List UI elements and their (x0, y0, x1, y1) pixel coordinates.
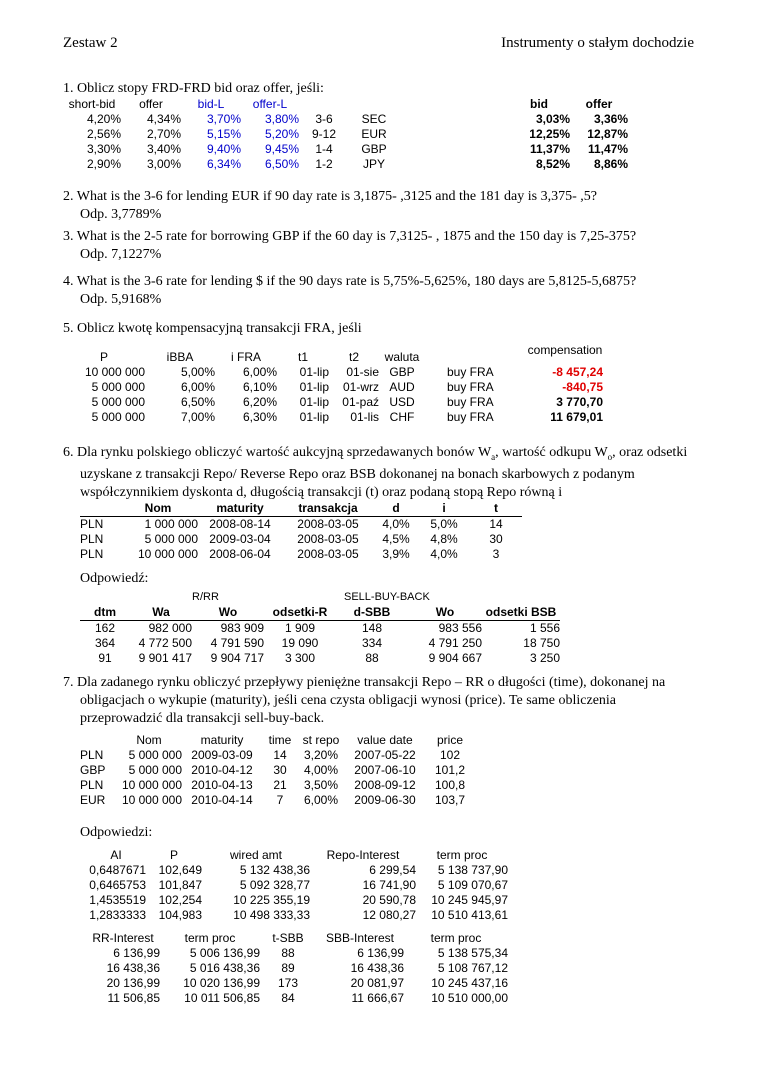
q6-line3: współczynnikiem dyskonta d, długością transakcji (t) oraz podaną stopą Repo równą i (80, 484, 563, 500)
table-row (508, 142, 628, 157)
cell: 4 791 250 (428, 636, 482, 650)
cell: 7 (276, 793, 284, 807)
cell: 10 000 000 (121, 778, 182, 792)
cell: 30 (489, 532, 503, 546)
table-row (63, 157, 399, 172)
q4-text: 4. What is the 3-6 rate for lending $ if the 90 days rate is 5,75%-5,625%, 180 days are 5,8125-5,6875? (63, 274, 637, 289)
q6-text (63, 444, 723, 502)
th: t1 (297, 350, 308, 364)
cell: -840,75 (562, 380, 603, 394)
cell: 2007-06-10 (354, 763, 416, 777)
cell: 30 (273, 763, 287, 777)
cell: 103,7 (434, 793, 466, 807)
cell: PLN (80, 532, 104, 546)
th: AI (110, 848, 122, 862)
cell: GBP (80, 763, 106, 777)
th: SBB-Interest (325, 931, 395, 945)
cell: 5 000 000 (128, 748, 182, 762)
th: st repo (302, 733, 340, 747)
cell: 3 250 (529, 651, 560, 665)
th: i (442, 501, 446, 515)
cell: 5 138 575,34 (437, 946, 508, 960)
cell: 2010-04-13 (191, 778, 253, 792)
cell: 3,40% (146, 142, 181, 156)
cell: 10 011 506,85 (184, 991, 260, 1005)
cell: 2,56% (86, 127, 121, 141)
th: i FRA (231, 350, 261, 364)
cell: 100,8 (434, 778, 466, 792)
table-row (86, 863, 508, 878)
cell: 19 090 (281, 636, 319, 650)
th: wired amt (229, 848, 282, 862)
table-row (63, 365, 615, 380)
cell: 6,00% (242, 365, 277, 379)
cell: 16 741,90 (362, 878, 416, 892)
cell: 10 000 000 (121, 793, 182, 807)
th: term proc (436, 848, 488, 862)
cell: 1,2833333 (89, 908, 146, 922)
cell: PLN (80, 517, 104, 531)
table-row (80, 763, 474, 778)
cell: 7,00% (180, 410, 215, 424)
cell: 8,86% (593, 157, 628, 171)
cell: 102,254 (158, 893, 202, 907)
cell: 10 498 333,33 (233, 908, 310, 922)
th: P (169, 848, 178, 862)
cell: 2,70% (146, 127, 181, 141)
table-row (86, 893, 508, 908)
table-row (63, 142, 399, 157)
q4-block (63, 273, 703, 309)
cell: CHF (389, 410, 415, 424)
th: t-SBB (272, 931, 304, 945)
th: d (392, 501, 400, 515)
th: Nom (136, 733, 162, 747)
cell: 5 132 438,36 (239, 863, 310, 877)
table-row (86, 908, 508, 923)
cell: 6,50% (180, 395, 215, 409)
header-left: Zestaw 2 (63, 35, 118, 51)
cell: 10 225 355,19 (233, 893, 310, 907)
th: offer-L (252, 97, 288, 111)
table-row (63, 127, 399, 142)
cell: 5 000 000 (144, 532, 198, 546)
cell: 5,00% (180, 365, 215, 379)
cell: 01-sie (346, 365, 379, 379)
cell: 11 506,85 (107, 991, 160, 1005)
cell: 4,5% (382, 532, 410, 546)
cell: 4,0% (382, 517, 410, 531)
cell: 2009-06-30 (354, 793, 416, 807)
q2-answer: Odp. 3,7789% (80, 207, 162, 222)
q3-block (63, 228, 703, 264)
cell: 16 438,36 (350, 961, 404, 975)
cell: 10 245 945,97 (431, 893, 508, 907)
cell: 3 300 (284, 651, 316, 665)
cell: 3,80% (264, 112, 299, 126)
table-row (63, 380, 615, 395)
cell: 14 (489, 517, 503, 531)
th: term proc (184, 931, 236, 945)
cell: 6 299,54 (369, 863, 416, 877)
cell: 11,47% (587, 142, 628, 156)
q6-line1: 6. Dla rynku polskiego obliczyć wartość aukcyjną sprzedawanych bonów $W_a$, wartość odkupu $W_o$, oraz odsetki (63, 445, 688, 462)
cell: 983 909 (220, 621, 264, 635)
cell: 12,87% (587, 127, 628, 141)
th: short-bid (68, 97, 116, 111)
th: t (494, 501, 498, 515)
cell: 5 006 136,99 (189, 946, 260, 960)
cell: 6 136,99 (113, 946, 160, 960)
cell: 1-2 (315, 157, 333, 171)
cell: 102,649 (158, 863, 202, 877)
th: Wa (152, 605, 170, 619)
cell: 6,20% (242, 395, 277, 409)
q6-answer-label: Odpowiedź: (80, 571, 149, 586)
q7-answer-table-1 (86, 848, 508, 923)
cell: 1 000 000 (144, 517, 198, 531)
cell: 334 (361, 636, 383, 650)
th: bid-L (197, 97, 225, 111)
table-row (63, 395, 615, 410)
th: RR-Interest (92, 931, 154, 945)
th: transakcja (298, 501, 358, 515)
cell: 89 (281, 961, 295, 975)
cell: 1 909 (284, 621, 316, 635)
cell: 2007-05-22 (354, 748, 416, 762)
q6-group-sbb: SELL-BUY-BACK (344, 591, 430, 603)
cell: 173 (277, 976, 299, 990)
cell: 12,25% (529, 127, 570, 141)
cell: 6,00% (180, 380, 215, 394)
cell: 2009-03-04 (209, 532, 271, 546)
cell: 101,847 (158, 878, 202, 892)
cell: 102 (439, 748, 461, 762)
cell: 3,30% (86, 142, 121, 156)
cell: 4,34% (146, 112, 181, 126)
table-row (508, 112, 628, 127)
cell: 21 (273, 778, 287, 792)
cell: 982 000 (148, 621, 192, 635)
cell: 20 590,78 (362, 893, 416, 907)
q3-answer: Odp. 7,1227% (80, 247, 162, 262)
q7-answer-label: Odpowiedzi: (80, 825, 153, 840)
cell: GBP (389, 365, 415, 379)
th: odsetki BSB (485, 605, 557, 619)
cell: PLN (80, 547, 104, 561)
cell: 3,20% (303, 748, 339, 762)
cell: 2008-08-14 (209, 517, 271, 531)
cell: 4,0% (430, 547, 458, 561)
cell: 2008-06-04 (209, 547, 271, 561)
cell: 9,45% (264, 142, 299, 156)
table-row (63, 112, 399, 127)
th: waluta (384, 350, 420, 364)
th: term proc (430, 931, 482, 945)
cell: 4 772 500 (138, 636, 192, 650)
cell: 104,983 (158, 908, 202, 922)
th: Nom (144, 501, 172, 515)
th: value date (357, 733, 413, 747)
q7-line2: obligacjach o wykupie (maturity), jeśli cena czysta obligacji wynosi (price). Te same obliczenia (80, 693, 617, 708)
cell: 5 138 737,90 (437, 863, 508, 877)
table-row (86, 878, 508, 893)
th: time (268, 733, 292, 747)
cell: 9-12 (311, 127, 337, 141)
cell: JPY (362, 157, 385, 171)
cell: 2,90% (86, 157, 121, 171)
th: maturity (200, 733, 244, 747)
cell: buy FRA (447, 380, 494, 394)
th: iBBA (166, 350, 194, 364)
cell: 5 092 328,77 (239, 878, 310, 892)
th: t2 (348, 350, 359, 364)
cell: buy FRA (447, 395, 494, 409)
q7-answer-table-2 (86, 931, 508, 1006)
table-row (508, 157, 628, 172)
table-row (80, 621, 560, 637)
th: d-SBB (353, 605, 391, 619)
cell: 6,30% (242, 410, 277, 424)
cell: 01-lip (299, 365, 329, 379)
q1-results-table (508, 97, 628, 172)
cell: AUD (389, 380, 415, 394)
th: Wo (218, 605, 238, 619)
cell: 91 (98, 651, 112, 665)
cell: 6 136,99 (357, 946, 404, 960)
table-row (80, 636, 560, 651)
cell: 162 (94, 621, 116, 635)
cell: 5,20% (264, 127, 299, 141)
cell: buy FRA (447, 365, 494, 379)
cell: 2010-04-14 (191, 793, 253, 807)
q6-answer-table (80, 605, 560, 666)
cell: 364 (94, 636, 116, 650)
th: dtm (94, 605, 116, 619)
cell: SEC (361, 112, 387, 126)
table-row (80, 793, 474, 808)
th: offer (585, 97, 613, 111)
cell: 3,9% (382, 547, 410, 561)
cell: 5 108 767,12 (437, 961, 508, 975)
table-row (80, 517, 522, 533)
cell: 20 081,97 (350, 976, 404, 990)
cell: 2010-04-12 (191, 763, 253, 777)
table-row (80, 748, 474, 763)
cell: 01-lis (350, 410, 379, 424)
cell: 5 000 000 (91, 380, 145, 394)
cell: 4,20% (86, 112, 121, 126)
cell: USD (389, 395, 415, 409)
cell: 3,36% (593, 112, 628, 126)
cell: 01-paź (342, 395, 379, 409)
cell: 101,2 (434, 763, 466, 777)
cell: 2008-03-05 (297, 517, 359, 531)
cell: 3,00% (146, 157, 181, 171)
cell: 9 904 667 (428, 651, 482, 665)
q1-table (63, 97, 399, 172)
cell: 10 000 000 (84, 365, 145, 379)
th: P (99, 350, 108, 364)
q4-answer: Odp. 5,9168% (80, 292, 162, 307)
cell: 5,15% (206, 127, 241, 141)
q5-table (63, 343, 615, 425)
cell: 10 510 413,61 (431, 908, 508, 922)
cell: buy FRA (447, 410, 494, 424)
q2-block (63, 188, 703, 224)
cell: 9 904 717 (210, 651, 264, 665)
cell: 3,50% (303, 778, 339, 792)
cell: 10 510 000,00 (431, 991, 508, 1005)
cell: 5 000 000 (128, 763, 182, 777)
q7-line3: przeprowadzić dla transakcji sell-buy-back. (80, 711, 325, 726)
th: maturity (216, 501, 264, 515)
cell: 5,0% (430, 517, 458, 531)
table-row (80, 651, 560, 666)
cell: 0,6465753 (89, 878, 146, 892)
cell: 5 000 000 (91, 410, 145, 424)
cell: 0,6487671 (89, 863, 146, 877)
q7-line1: 7. Dla zadanego rynku obliczyć przepływy pieniężne transakcji Repo – RR o długości (time), dokonanej na (63, 675, 666, 690)
cell: 14 (273, 748, 287, 762)
cell: 01-lip (299, 380, 329, 394)
th: bid (530, 97, 548, 111)
th: price (436, 733, 463, 747)
cell: EUR (80, 793, 106, 807)
cell: 88 (281, 946, 295, 960)
cell: 9,40% (206, 142, 241, 156)
q7-table (80, 733, 474, 808)
cell: 18 750 (523, 636, 560, 650)
cell: 2008-03-05 (297, 532, 359, 546)
q1-text: 1. Oblicz stopy FRD-FRD bid oraz offer, jeśli: (63, 81, 324, 96)
cell: 2008-03-05 (297, 547, 359, 561)
cell: 01-lip (299, 395, 329, 409)
table-row (86, 976, 508, 991)
table-row (86, 946, 508, 961)
cell: 3 (492, 547, 500, 561)
cell: PLN (80, 778, 104, 792)
cell: PLN (80, 748, 104, 762)
cell: 10 000 000 (137, 547, 198, 561)
cell: 3,03% (535, 112, 570, 126)
q3-text: 3. What is the 2-5 rate for borrowing GBP if the 60 day is 7,3125- , 1875 and the 150 day is 7,25-375? (63, 229, 637, 244)
table-row (80, 778, 474, 793)
cell: 20 136,99 (106, 976, 160, 990)
cell: 4,8% (430, 532, 458, 546)
cell: 6,00% (303, 793, 339, 807)
th: Repo-Interest (326, 848, 400, 862)
header-right: Instrumenty o stałym dochodzie (501, 35, 694, 51)
cell: 3-6 (315, 112, 333, 126)
q5-text: 5. Oblicz kwotę kompensacyjną transakcji FRA, jeśli (63, 321, 362, 336)
cell: GBP (361, 142, 387, 156)
cell: 6,34% (206, 157, 241, 171)
cell: 5 000 000 (91, 395, 145, 409)
cell: 4,00% (303, 763, 339, 777)
cell: 16 438,36 (106, 961, 160, 975)
cell: 88 (365, 651, 379, 665)
table-row (63, 410, 615, 425)
table-row (80, 532, 522, 547)
cell: EUR (361, 127, 387, 141)
q6-table (80, 501, 522, 562)
cell: 2008-09-12 (354, 778, 416, 792)
cell: 10 020 136,99 (183, 976, 260, 990)
cell: 1,4535519 (89, 893, 146, 907)
cell: 148 (361, 621, 383, 635)
th: Wo (435, 605, 455, 619)
cell: 01-wrz (342, 380, 379, 394)
cell: 1-4 (315, 142, 333, 156)
cell: 9 901 417 (138, 651, 192, 665)
cell: 6,50% (264, 157, 299, 171)
cell: 5 016 438,36 (189, 961, 260, 975)
cell: 3,70% (206, 112, 241, 126)
cell: 11,37% (529, 142, 570, 156)
table-row (86, 961, 508, 976)
cell: 5 109 070,67 (437, 878, 508, 892)
cell: 8,52% (535, 157, 570, 171)
cell: 11 679,01 (550, 410, 603, 424)
cell: 4 791 590 (210, 636, 264, 650)
cell: 2009-03-09 (191, 748, 253, 762)
cell: 01-lip (299, 410, 329, 424)
q6-line2: uzyskane z transakcji Repo/ Reverse Repo oraz BSB dokonanej na bonach skarbowych z podanym (80, 466, 635, 482)
cell: 3 770,70 (556, 395, 603, 409)
cell: 11 666,67 (351, 991, 404, 1005)
cell: 6,10% (242, 380, 277, 394)
q6-group-rrr: R/RR (192, 591, 219, 603)
th: compensation (527, 343, 603, 357)
cell: 12 080,27 (362, 908, 416, 922)
table-row (86, 991, 508, 1006)
cell: 10 245 437,16 (431, 976, 508, 990)
cell: -8 457,24 (552, 365, 603, 379)
q2-text: 2. What is the 3-6 for lending EUR if 90 day rate is 3,1875- ,3125 and the 181 day is 3,375- ,5? (63, 189, 597, 204)
table-row (508, 127, 628, 142)
q7-text (63, 674, 723, 728)
cell: 84 (281, 991, 295, 1005)
table-row (80, 547, 522, 562)
th: odsetki-R (272, 605, 328, 619)
cell: 983 556 (438, 621, 482, 635)
cell: 1 556 (529, 621, 560, 635)
th: offer (139, 97, 163, 111)
